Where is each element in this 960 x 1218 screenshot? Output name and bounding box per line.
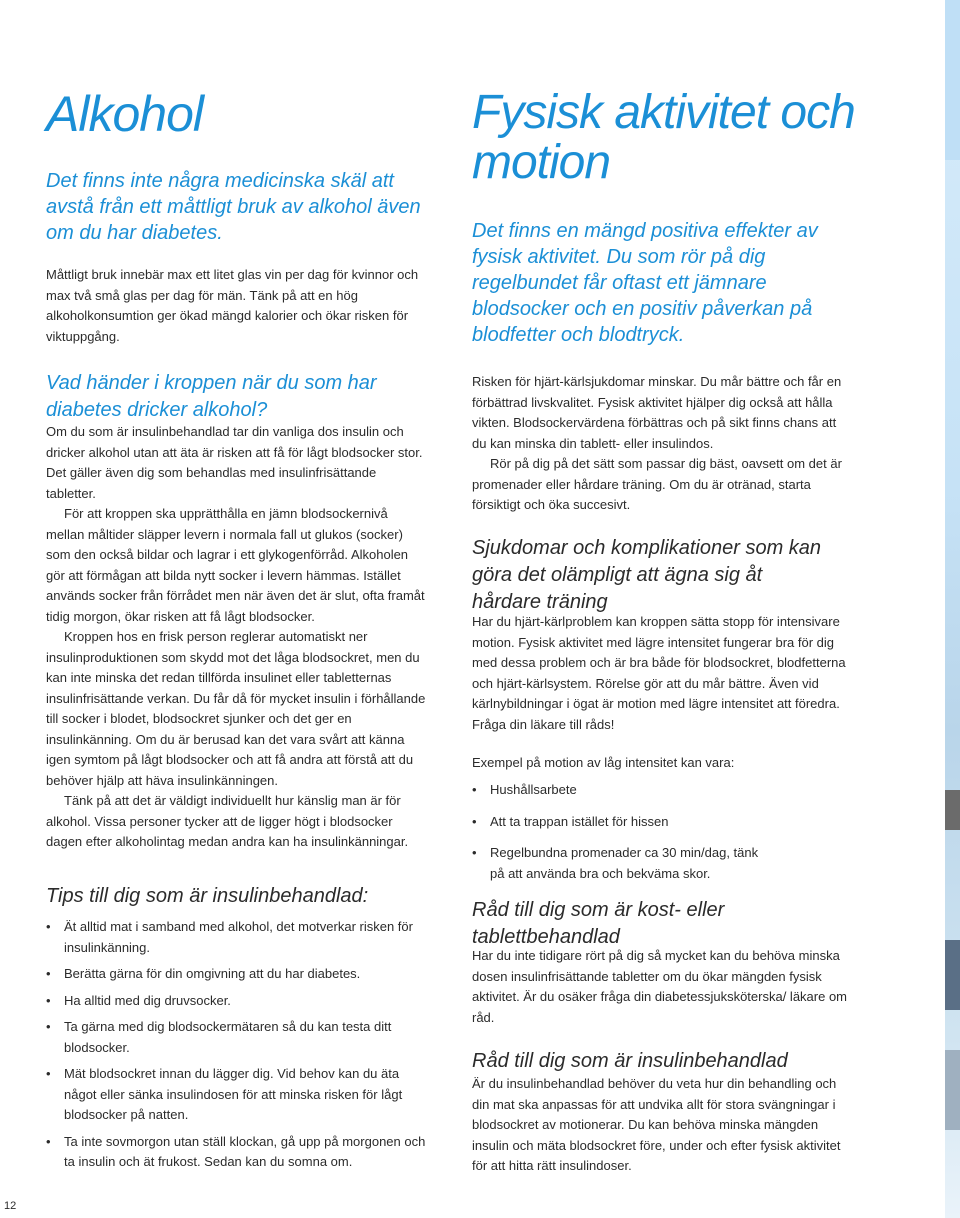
insulin-text	[472, 1074, 852, 1177]
examples-list-item: • Hushållsarbete	[472, 780, 772, 801]
examples-list-item: • Att ta trappan istället för hissen	[472, 812, 772, 833]
disease-heading: Sjukdomar och komplikationer som kan göra det olämpligt att ägna sig åt hårdare träning	[472, 537, 822, 613]
body-paragraph-4: Tänk på att det är väldigt individuellt hur känslig man är för alkohol. Vissa personer tycker att de ligger högt i blodsocker dagen efter alkoholintag medan andra kan ha insulinkänningar.	[46, 793, 409, 849]
fysisk-intro	[472, 372, 852, 516]
tips-list-item: • Ta gärna med dig blodsockermätaren så du kan testa ditt blodsocker.	[46, 1017, 426, 1058]
tablet-paragraph: Har du inte tidigare rört på dig så mycket kan du behöva minska dosen insulinfrisättande tabletter om du ökar mängden fysisk aktivitet. Är du osäker fråga din diabetessjuksköterska/ läkare om råd.	[472, 948, 848, 1025]
page-number: 12	[4, 1200, 17, 1212]
alkohol-lead: Det finns inte några medicinska skäl att avstå från ett måttligt bruk av alkohol även om du har diabetes.	[46, 170, 421, 244]
photo-edge-figure	[945, 940, 960, 1010]
alkohol-intro	[46, 265, 426, 347]
fysisk-lead: Det finns en mängd positiva effekter av fysisk aktivitet. Du som rör på dig regelbundet får oftast ett jämnare blodsocker och en positiv påverkan på blodfetter och blodtryck.	[472, 220, 818, 346]
photo-edge-dark-area	[945, 790, 960, 830]
tips-heading: Tips till dig som är insulinbehandlad:	[46, 885, 369, 907]
tablet-text	[472, 946, 852, 1028]
examples-intro	[472, 753, 852, 774]
tablet-heading: Råd till dig som är kost- eller tablettbehandlad	[472, 899, 725, 948]
examples-intro-text: Exempel på motion av låg intensitet kan vara:	[472, 755, 735, 770]
insulin-paragraph: Är du insulinbehandlad behöver du veta hur din behandling och din mat ska anpassas för att undvika allt för stora svängningar i blodsockret av motionerar. Du kan behöva minska mängden insulin och mäta blodsockret före, under och efter fysisk aktivitet för att hitta rätt insulindoser.	[472, 1076, 841, 1173]
fysisk-intro-paragraph-2: Rör på dig på det sätt som passar dig bäst, oavsett om det är promenader eller hårdare träning. Om du är otränad, starta försiktigt och öka succesivt.	[472, 456, 842, 512]
body-paragraph-1: Om du som är insulinbehandlad tar din vanliga dos insulin och dricker alkohol utan att äta är risken att få för lågt blodsocker stor. Det gäller även dig som behandlas med insulinfrisättande tabletter.	[46, 424, 423, 501]
photo-edge-sky	[945, 0, 960, 160]
tips-list-item: • Ta inte sovmorgon utan ställ klockan, gå upp på morgonen och ta insulin och ät frukost. Sedan kan du somna om.	[46, 1132, 426, 1173]
tips-list-item: • Ha alltid med dig druvsocker.	[46, 991, 426, 1012]
section-body-text	[46, 422, 426, 853]
tips-list-item: • Berätta gärna för din omgivning att du har diabetes.	[46, 964, 426, 985]
fysisk-title: Fysisk aktivitet och motion	[472, 86, 855, 189]
tips-list	[46, 917, 426, 1179]
alkohol-title: Alkohol	[46, 86, 203, 142]
disease-paragraph: Har du hjärt-kärlproblem kan kroppen sätta stopp för intensivare motion. Fysisk aktivitet med lägre intensitet fungerar bra för dig med dessa problem och är bra både för blodsockret, blodfetterna och hjärt-kärlsystem. Rörelse gör att du mår bättre. Även vid kärlnybildningar i ögat är motion med lägre intensitet att föredra. Fråga din läkare till råds!	[472, 614, 846, 732]
body-paragraph-2: För att kroppen ska upprätthålla en jämn blodsockernivå mellan måltider släpper levern i normala fall ut glukos (socker) som den också bildar och lagrar i ett glykogenförråd. Alkoholen gör att förmågan att bilda nytt socker i levern hämmas. Istället används socker från förrådet men när även det är slut, ofta framåt tidig morgon, ökar risken att få lågt blodsocker.	[46, 506, 425, 624]
examples-list	[472, 780, 772, 895]
fysisk-intro-paragraph-1: Risken för hjärt-kärlsjukdomar minskar. Du mår bättre och får en förbättrad livskvalitet. Fysisk aktivitet hjälper dig också att hålla vikten. Blodsockervärdena förbättras och på sikt finns chans att du kan minska din tablett- eller insulindos.	[472, 374, 842, 451]
body-paragraph-3: Kroppen hos en frisk person reglerar automatiskt ner insulinproduktionen som skydd mot det låga blodsockret, men du kan inte minska det redan tillförda insulinet eller tabletternas insulinfrisättande verkan. Du får då för mycket insulin i förhållande till socker i blodet, blodsockret sjunker och det ger en insulinkänning. Om du är berusad kan det vara svårt att känna igen symtom på lågt blodsocker och att få andra att förstå att du behöver hjälp att häva insulinkänningen.	[46, 629, 426, 788]
photo-edge-strip	[945, 0, 960, 1218]
disease-text	[472, 612, 852, 735]
examples-list-item: • Regelbundna promenader ca 30 min/dag, tänk på att använda bra och bekväma skor.	[472, 843, 772, 884]
photo-edge-ground	[945, 1050, 960, 1130]
tips-list-item: • Ät alltid mat i samband med alkohol, det motverkar risken för insulinkänning.	[46, 917, 426, 958]
tips-list-item: • Mät blodsockret innan du lägger dig. Vid behov kan du äta något eller sänka insulindosen för att minska risken för lågt blodsocker på natten.	[46, 1064, 426, 1126]
section-body-heading: Vad händer i kroppen när du som har diabetes dricker alkohol?	[46, 372, 377, 421]
alkohol-intro-text: Måttligt bruk innebär max ett litet glas vin per dag för kvinnor och max två små glas per dag för män. Tänk på att en hög alkoholkonsumtion ger ökad mängd kalorier och ökar risken för viktuppgång.	[46, 267, 419, 344]
insulin-heading: Råd till dig som är insulinbehandlad	[472, 1050, 788, 1072]
